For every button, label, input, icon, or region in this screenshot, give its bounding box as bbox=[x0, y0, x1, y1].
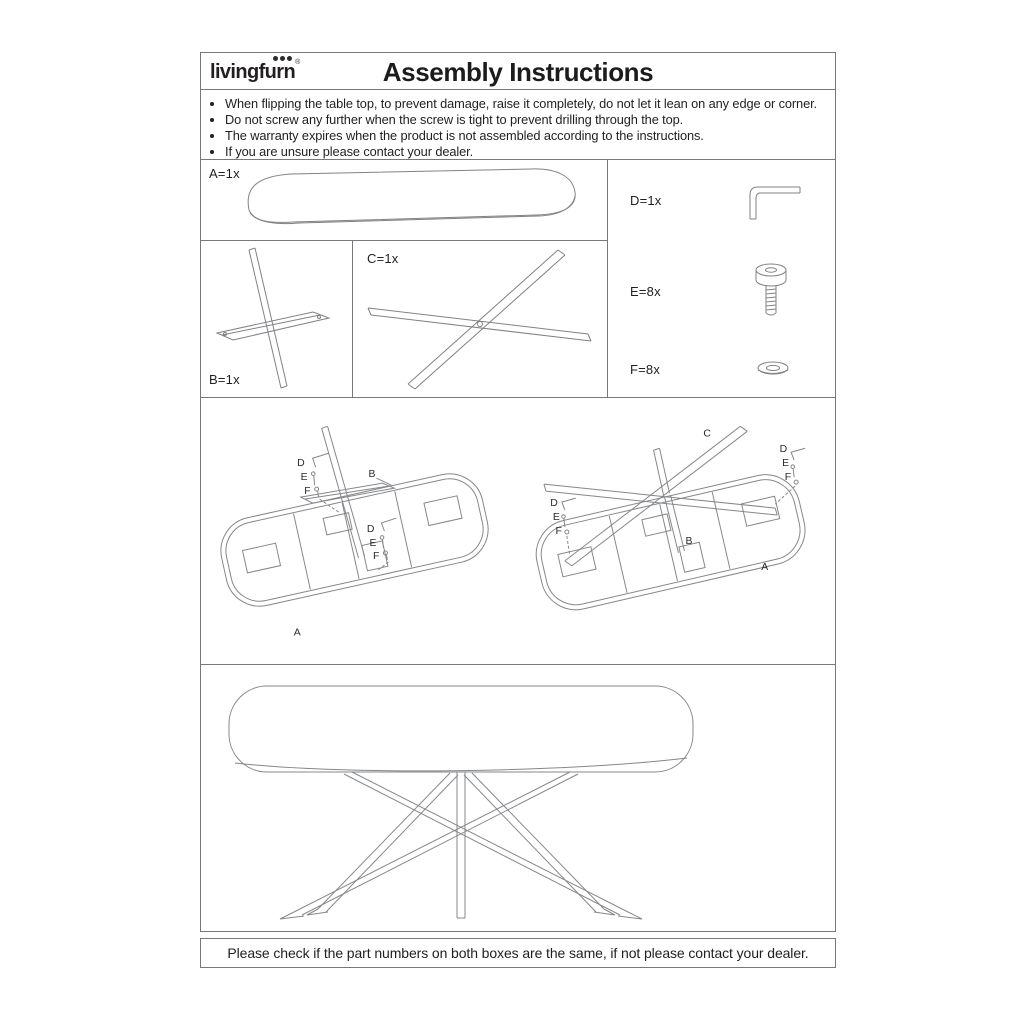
part-b-cell bbox=[201, 241, 353, 397]
assembled-table-drawing bbox=[201, 666, 835, 930]
label-d: D bbox=[779, 444, 788, 456]
assembly-steps-section bbox=[200, 397, 836, 665]
label-d: D bbox=[297, 458, 305, 470]
warning-item: • When flipping the table top, to prevent damage, raise it completely, do not let it lean on any edge or corner. bbox=[225, 96, 827, 112]
header bbox=[200, 52, 836, 90]
fasteners-column bbox=[608, 160, 835, 397]
part-a-label: A=1x bbox=[209, 166, 240, 181]
parts-section bbox=[200, 159, 836, 398]
label-f: F bbox=[555, 525, 562, 537]
label-e: E bbox=[369, 537, 377, 549]
page-title: Assembly Instructions bbox=[382, 57, 654, 87]
part-c-cell bbox=[353, 241, 608, 397]
table-top-drawing bbox=[201, 160, 605, 239]
registered-mark: ® bbox=[295, 59, 301, 66]
footer-note-box bbox=[200, 938, 836, 968]
brand-logo bbox=[210, 61, 300, 84]
label-c: C bbox=[703, 428, 711, 440]
fastener-row-f bbox=[608, 341, 835, 397]
part-a-cell bbox=[201, 160, 608, 241]
allen-key-icon bbox=[737, 178, 809, 224]
warning-item: • Do not screw any further when the screw is tight to prevent drilling through the top. bbox=[225, 112, 827, 128]
part-c-label: C=1x bbox=[367, 251, 399, 266]
warning-item: • If you are unsure please contact your dealer. bbox=[225, 144, 827, 160]
logo-text: livingfurn bbox=[210, 61, 296, 83]
bolt-icon bbox=[749, 259, 793, 323]
label-a: A bbox=[293, 627, 301, 639]
label-a: A bbox=[761, 561, 769, 573]
label-e: E bbox=[782, 458, 790, 470]
warnings-list bbox=[209, 96, 827, 160]
assembly-step-1-drawing bbox=[201, 398, 518, 664]
assembled-table-section bbox=[200, 664, 836, 932]
label-d: D bbox=[550, 498, 558, 510]
label-f: F bbox=[784, 472, 792, 484]
washer-icon bbox=[753, 358, 793, 380]
label-f: F bbox=[373, 550, 380, 562]
warning-item: • The warranty expires when the product is not assembled according to the instructions. bbox=[225, 128, 827, 144]
label-b: B bbox=[368, 469, 376, 481]
label-e: E bbox=[552, 512, 560, 524]
assembly-step-2-drawing bbox=[518, 398, 835, 664]
warnings-box bbox=[200, 89, 836, 160]
label-e: E bbox=[300, 472, 308, 484]
label-d: D bbox=[366, 523, 375, 535]
label-f: F bbox=[304, 486, 311, 498]
logo-dots-icon bbox=[273, 56, 292, 61]
part-f-label: F=8x bbox=[630, 361, 661, 377]
label-b: B bbox=[685, 535, 693, 547]
part-b-label: B=1x bbox=[209, 372, 240, 387]
part-e-label: E=8x bbox=[630, 283, 661, 299]
fastener-row-d bbox=[608, 160, 835, 242]
fastener-row-e bbox=[608, 242, 835, 342]
part-d-label: D=1x bbox=[630, 193, 662, 209]
instruction-sheet bbox=[200, 52, 836, 968]
footer-note: Please check if the part numbers on both boxes are the same, if not please contact your dealer. bbox=[227, 945, 809, 961]
